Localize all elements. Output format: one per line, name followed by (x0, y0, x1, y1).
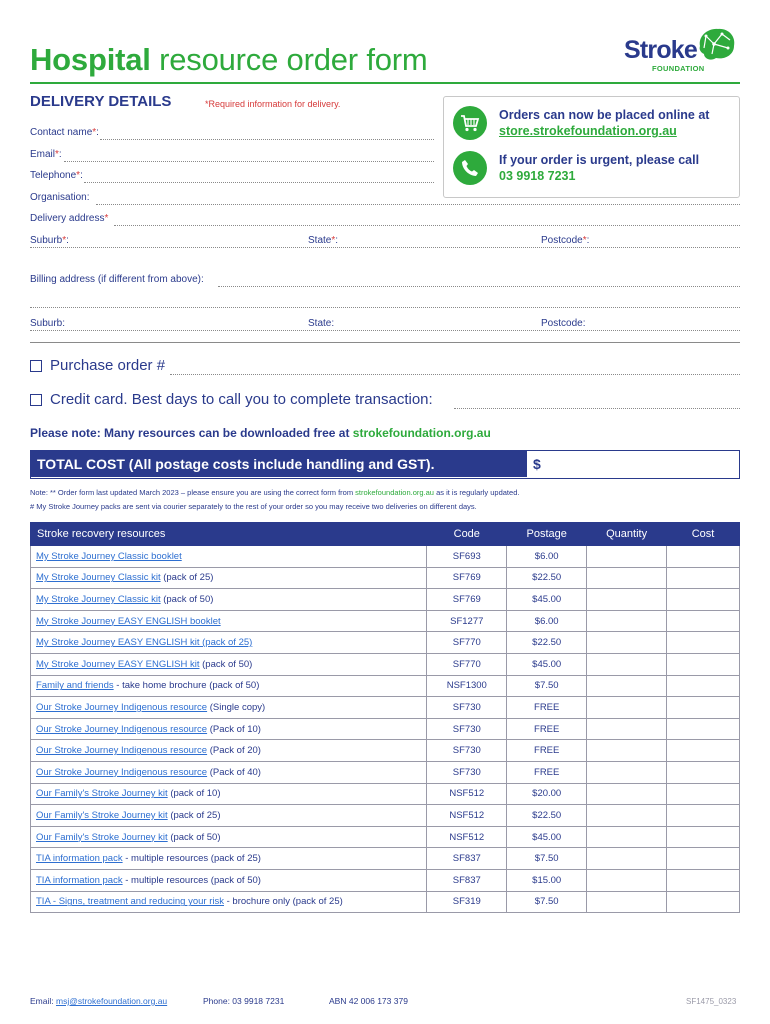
billing-state-label: State: (308, 318, 335, 329)
title-divider (30, 82, 740, 84)
cost-input[interactable] (667, 675, 740, 697)
courier-note: # My Stroke Journey packs are sent via courier separately to the rest of your order so you may receive two deliveries on different days. (30, 502, 477, 511)
delivery-address-field[interactable] (114, 225, 740, 226)
credit-card-label: Credit card. Best days to call you to complete transaction: (50, 391, 433, 408)
resource-code: SF319 (427, 891, 507, 913)
resource-code: SF837 (427, 848, 507, 870)
table-header-row (31, 523, 740, 546)
resources-table (30, 522, 740, 913)
billing-address-field-1[interactable] (218, 286, 740, 287)
credit-card-days-field[interactable] (454, 408, 740, 409)
logo-wordmark: Stroke (624, 36, 698, 64)
cost-input[interactable] (667, 783, 740, 805)
postcode-label: Postcode*: (541, 235, 590, 246)
billing-address-field-2[interactable] (30, 307, 740, 308)
table-row (31, 675, 740, 697)
billing-suburb-field[interactable] (30, 330, 740, 331)
delivery-heading: DELIVERY DETAILS (30, 93, 172, 110)
contact-name-field[interactable] (100, 139, 434, 140)
quantity-input[interactable] (587, 610, 667, 632)
resource-code: SF769 (427, 567, 507, 589)
resource-name: Our Stroke Journey Indigenous resource (Pack of 10) (31, 718, 427, 740)
urgent-phone-number[interactable]: 03 9918 7231 (499, 169, 576, 183)
resource-postage: $45.00 (507, 589, 587, 611)
cost-input[interactable] (667, 761, 740, 783)
resource-link[interactable]: Family and friends (36, 680, 114, 692)
table-row (31, 805, 740, 827)
table-row (31, 546, 740, 568)
email-field[interactable] (64, 161, 434, 162)
col-header-postage: Postage (507, 523, 587, 546)
resource-code: SF730 (427, 718, 507, 740)
footer-email: Email: msj@strokefoundation.org.au (30, 996, 168, 1006)
resource-postage: $22.50 (507, 567, 587, 589)
online-order-text: Orders can now be placed online at store.strokefoundation.org.au (499, 108, 710, 138)
table-row (31, 740, 740, 762)
urgent-order-text: If your order is urgent, please call 03 9918 7231 (499, 153, 700, 183)
resource-name: TIA - Signs, treatment and reducing your risk - brochure only (pack of 25) (31, 891, 427, 913)
billing-postcode-label: Postcode: (541, 318, 586, 329)
quantity-input[interactable] (587, 632, 667, 654)
quantity-input[interactable] (587, 805, 667, 827)
table-row (31, 610, 740, 632)
cost-input[interactable] (667, 589, 740, 611)
suburb-label: Suburb*: (30, 235, 69, 246)
resource-postage: $7.50 (507, 848, 587, 870)
resource-code: NSF512 (427, 783, 507, 805)
resource-postage: $6.00 (507, 610, 587, 632)
resource-link[interactable]: Our Stroke Journey Indigenous resource (36, 723, 208, 735)
resource-link[interactable]: My Stroke Journey EASY ENGLISH booklet (36, 615, 221, 627)
updated-note: Note: ** Order form last updated March 2023 – please ensure you are using the correct form from strokefoundation.org.au as it is regularly updated. (30, 488, 520, 497)
delivery-address-label: Delivery address* (30, 213, 109, 224)
resource-link[interactable]: Our Family's Stroke Journey kit (36, 831, 168, 843)
table-row (31, 761, 740, 783)
logo-subtitle: FOUNDATION (652, 64, 705, 73)
purchase-order-option (30, 357, 165, 374)
resource-name: TIA information pack - multiple resources (pack of 50) (31, 869, 427, 891)
resource-link[interactable]: Our Stroke Journey Indigenous resource (36, 701, 208, 713)
quantity-input[interactable] (587, 891, 667, 913)
resource-postage: FREE (507, 697, 587, 719)
resource-code: SF730 (427, 740, 507, 762)
resource-postage: $6.00 (507, 546, 587, 568)
cost-input[interactable] (667, 697, 740, 719)
quantity-input[interactable] (587, 869, 667, 891)
total-cost-label: TOTAL COST (All postage costs include handling and GST). (31, 451, 527, 477)
table-row (31, 869, 740, 891)
resource-link[interactable]: Our Stroke Journey Indigenous resource (36, 745, 208, 757)
purchase-order-checkbox[interactable] (30, 360, 42, 372)
quantity-input[interactable] (587, 718, 667, 740)
order-info-box (443, 96, 740, 198)
quantity-input[interactable] (587, 761, 667, 783)
quantity-input[interactable] (587, 675, 667, 697)
resource-name: Our Stroke Journey Indigenous resource (Pack of 20) (31, 740, 427, 762)
resource-code: SF730 (427, 697, 507, 719)
resource-name (31, 632, 427, 654)
cost-input[interactable] (667, 805, 740, 827)
resource-postage: $7.50 (507, 891, 587, 913)
state-label: State*: (308, 235, 339, 246)
brain-icon (694, 26, 738, 64)
cost-input[interactable] (667, 891, 740, 913)
quantity-input[interactable] (587, 653, 667, 675)
quantity-input[interactable] (587, 848, 667, 870)
table-row (31, 589, 740, 611)
organisation-label: Organisation: (30, 192, 90, 203)
billing-address-label: Billing address (if different from above): (30, 274, 204, 285)
resource-link[interactable]: TIA information pack (36, 874, 123, 886)
resource-name: Our Family's Stroke Journey kit (pack of 10) (31, 783, 427, 805)
resource-postage: $45.00 (507, 653, 587, 675)
resource-code: SF837 (427, 869, 507, 891)
resource-code: NSF1300 (427, 675, 507, 697)
quantity-input[interactable] (587, 697, 667, 719)
table-row (31, 567, 740, 589)
resource-name: Our Family's Stroke Journey kit (pack of 25) (31, 805, 427, 827)
phone-icon (453, 151, 487, 185)
organisation-field[interactable] (96, 204, 740, 205)
resource-link[interactable]: Our Stroke Journey Indigenous resource (36, 766, 208, 778)
resource-link[interactable]: TIA information pack (36, 853, 123, 865)
section-divider (30, 342, 740, 343)
footer-email-link[interactable]: msj@strokefoundation.org.au (55, 996, 168, 1006)
col-header-cost: Cost (667, 523, 740, 546)
table-row (31, 697, 740, 719)
cost-input[interactable] (667, 610, 740, 632)
cost-input[interactable] (667, 869, 740, 891)
resource-postage: $7.50 (507, 675, 587, 697)
cost-input[interactable] (667, 653, 740, 675)
resource-name: Our Family's Stroke Journey kit (pack of 50) (31, 826, 427, 848)
resource-postage: $22.50 (507, 805, 587, 827)
shopping-cart-icon (453, 106, 487, 140)
resource-link[interactable]: TIA - Signs, treatment and reducing your risk (36, 896, 224, 908)
credit-card-checkbox[interactable] (30, 394, 42, 406)
quantity-input[interactable] (587, 783, 667, 805)
col-header-resources: Stroke recovery resources (31, 523, 427, 546)
quantity-input[interactable] (587, 546, 667, 568)
table-row (31, 848, 740, 870)
resource-code: SF693 (427, 546, 507, 568)
download-link[interactable]: strokefoundation.org.au (352, 426, 491, 440)
resource-postage: $15.00 (507, 869, 587, 891)
cost-input[interactable] (667, 718, 740, 740)
total-cost-bar (30, 450, 740, 479)
resource-name: TIA information pack - multiple resources (pack of 25) (31, 848, 427, 870)
cost-input[interactable] (667, 740, 740, 762)
credit-card-option (30, 391, 433, 408)
resource-postage: FREE (507, 718, 587, 740)
resource-code: SF1277 (427, 610, 507, 632)
cost-input[interactable] (667, 826, 740, 848)
col-header-quantity: Quantity (587, 523, 667, 546)
resource-name (31, 610, 427, 632)
contact-name-label: Contact name*: (30, 127, 99, 138)
resource-code: NSF512 (427, 805, 507, 827)
cost-input[interactable] (667, 567, 740, 589)
resource-link[interactable]: My Stroke Journey Classic kit (36, 593, 161, 605)
table-row (31, 632, 740, 654)
stroke-foundation-logo (620, 24, 740, 78)
resource-link[interactable]: My Stroke Journey Classic booklet (36, 550, 182, 562)
resource-postage: $45.00 (507, 826, 587, 848)
resource-link[interactable]: Our Family's Stroke Journey kit (36, 788, 168, 800)
table-row (31, 718, 740, 740)
table-row (31, 783, 740, 805)
required-note: *Required information for delivery. (205, 99, 341, 109)
footer-abn: ABN 42 006 173 379 (329, 996, 408, 1006)
telephone-field[interactable] (84, 182, 434, 183)
purchase-order-label: Purchase order # (50, 357, 166, 374)
resource-code: SF770 (427, 653, 507, 675)
quantity-input[interactable] (587, 740, 667, 762)
store-link[interactable]: store.strokefoundation.org.au (499, 124, 677, 138)
quantity-input[interactable] (587, 826, 667, 848)
download-note: Please note: Many resources can be downloaded free at strokefoundation.org.au (30, 426, 491, 440)
footer-phone: Phone: 03 9918 7231 (203, 996, 285, 1006)
resource-name: My Stroke Journey Classic kit (pack of 50) (31, 589, 427, 611)
email-label: Email*: (30, 149, 62, 160)
total-cost-input[interactable]: $ (533, 456, 541, 472)
resource-postage: $22.50 (507, 632, 587, 654)
telephone-label: Telephone*: (30, 170, 83, 181)
quantity-input[interactable] (587, 589, 667, 611)
resource-link[interactable]: My Stroke Journey Classic kit (36, 572, 161, 584)
resource-name: My Stroke Journey Classic kit (pack of 25) (31, 567, 427, 589)
resource-code: NSF512 (427, 826, 507, 848)
resource-link[interactable]: Our Family's Stroke Journey kit (36, 809, 168, 821)
resource-name: My Stroke Journey EASY ENGLISH kit (pack of 50) (31, 653, 427, 675)
resource-postage: $20.00 (507, 783, 587, 805)
resource-code: SF770 (427, 632, 507, 654)
cost-input[interactable] (667, 632, 740, 654)
col-header-code: Code (427, 523, 507, 546)
resource-name: Our Stroke Journey Indigenous resource (Pack of 40) (31, 761, 427, 783)
resource-link[interactable]: My Stroke Journey EASY ENGLISH kit (pack of 25) (36, 637, 253, 649)
table-row (31, 826, 740, 848)
purchase-order-field[interactable] (170, 374, 740, 375)
page-title: Hospital resource order form (30, 42, 428, 77)
table-row (31, 653, 740, 675)
resource-name (31, 546, 427, 568)
cost-input[interactable] (667, 546, 740, 568)
resource-name: Our Stroke Journey Indigenous resource (Single copy) (31, 697, 427, 719)
resource-name: Family and friends - take home brochure (pack of 50) (31, 675, 427, 697)
resource-postage: FREE (507, 740, 587, 762)
table-row (31, 891, 740, 913)
cost-input[interactable] (667, 848, 740, 870)
resource-code: SF730 (427, 761, 507, 783)
resource-link[interactable]: My Stroke Journey EASY ENGLISH kit (36, 658, 200, 670)
billing-suburb-label: Suburb: (30, 318, 66, 329)
resource-postage: FREE (507, 761, 587, 783)
resource-code: SF769 (427, 589, 507, 611)
suburb-state-postcode-field[interactable] (30, 247, 740, 248)
quantity-input[interactable] (587, 567, 667, 589)
form-code: SF1475_0323 (686, 997, 737, 1006)
